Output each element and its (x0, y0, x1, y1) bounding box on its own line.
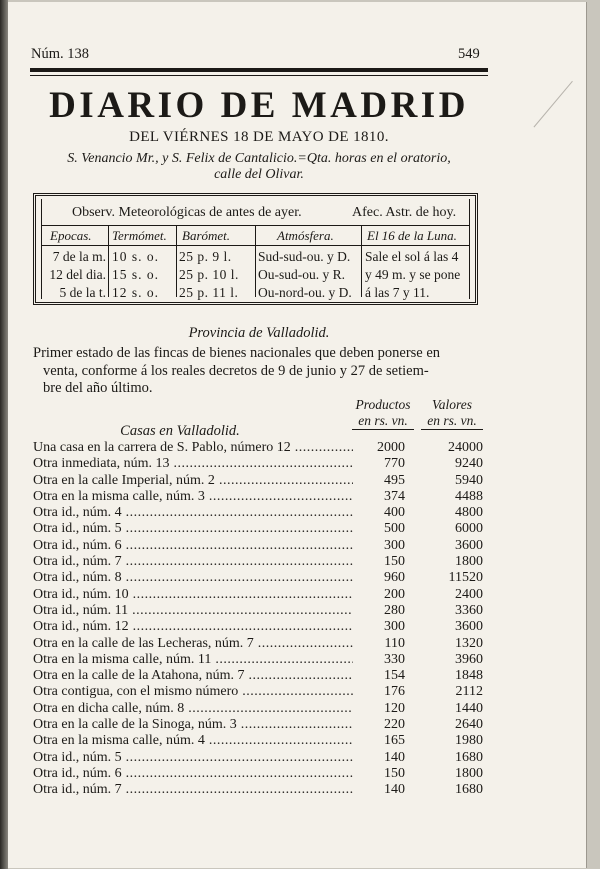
property-valor: 3600 (455, 537, 483, 553)
property-valor: 5940 (455, 472, 483, 488)
property-description: Otra id., núm. 7 ..... (33, 554, 353, 570)
meteo-barometro: 25 p. 9 l. (179, 249, 232, 264)
col-head-atmosfera: Atmósfera. (277, 228, 334, 243)
property-valor: 4800 (455, 505, 483, 521)
paper-mark (534, 81, 600, 153)
property-valor: 1980 (455, 733, 483, 749)
dateline: DEL VIÉRNES 18 DE MAYO DE 1810. (129, 129, 389, 145)
property-description: Otra id., núm. 11 ..... (33, 603, 353, 619)
meteo-epoca: 7 de la m. (52, 249, 106, 264)
newspaper-title: DIARIO DE MADRID (49, 85, 469, 126)
meteo-inner-frame (41, 199, 470, 299)
property-valor: 3360 (455, 602, 483, 618)
meteo-termometro: 12 s. o. (112, 285, 160, 300)
meteo-luna: Sale el sol á las 4 (365, 249, 459, 264)
property-description: Otra id., núm. 8 ..... (33, 570, 353, 586)
property-description: Otra en la calle de la Sinoga, núm. 3 ..... (33, 717, 353, 733)
table-row (33, 717, 493, 733)
property-valor: 6000 (455, 521, 483, 537)
meteo-atmosfera: Sud-sud-ou. y D. (258, 249, 351, 264)
property-productos: 400 (384, 505, 405, 521)
property-description: Otra en la misma calle, núm. 11 ..... (33, 652, 353, 668)
property-productos: 330 (384, 651, 405, 667)
table-row (33, 782, 493, 798)
header-rule-thin (30, 75, 488, 76)
table-row (33, 652, 493, 668)
property-productos: 154 (384, 668, 405, 684)
table-row (33, 505, 493, 521)
col-head-luna: El 16 de la Luna. (367, 228, 457, 243)
property-description: Una casa en la carrera de S. Pablo, número 12 ..... (33, 440, 353, 456)
property-productos: 374 (384, 488, 405, 504)
intro-line: bre del año último. (43, 380, 153, 396)
property-description: Otra en la calle Imperial, núm. 2 ..... (33, 473, 353, 489)
property-description: Otra en la misma calle, núm. 4 ..... (33, 733, 353, 749)
table-row (33, 668, 493, 684)
property-productos: 2000 (377, 440, 405, 455)
col-head-termometro: Termómet. (112, 228, 167, 243)
property-productos: 176 (384, 684, 405, 700)
property-description: Otra contigua, con el mismo número ..... (33, 684, 353, 700)
table-row (33, 619, 493, 635)
property-productos: 150 (384, 554, 405, 570)
table-row (33, 636, 493, 652)
property-productos: 120 (384, 700, 405, 716)
property-valor: 24000 (448, 440, 483, 455)
intro-line: venta, conforme á los reales decretos de 9 de junio y 27 de setiem- (43, 362, 429, 379)
subsection-heading-casas: Casas en Valladolid. (120, 423, 240, 439)
meteo-termometro: 10 s. o. (112, 249, 160, 264)
property-productos: 150 (384, 765, 405, 781)
table-row (33, 473, 493, 489)
property-valor: 1800 (455, 554, 483, 570)
property-productos: 140 (384, 749, 405, 765)
property-productos: 500 (384, 521, 405, 537)
table-row (33, 733, 493, 749)
property-description: Otra en la misma calle, núm. 3 ..... (33, 489, 353, 505)
property-description: Otra inmediata, núm. 13 ..... (33, 456, 353, 472)
col-head-barometro: Barómet. (182, 228, 231, 243)
property-valor: 2400 (455, 586, 483, 602)
property-description: Otra id., núm. 5 ..... (33, 750, 353, 766)
property-productos: 300 (384, 619, 405, 635)
property-description: Otra en la calle de la Atahona, núm. 7 ..... (33, 668, 353, 684)
table-row (33, 440, 493, 456)
meteo-observations-label: Observ. Meteorológicas de antes de ayer. (72, 205, 302, 220)
property-valor: 1680 (455, 782, 483, 798)
property-description: Otra en la calle de las Lecheras, núm. 7 ..... (33, 636, 353, 652)
col-head-productos-unit: en rs. vn. (352, 413, 414, 430)
table-row (33, 603, 493, 619)
meteo-astro-label: Afec. Astr. de hoy. (352, 205, 457, 220)
property-valor: 2112 (455, 684, 483, 700)
property-productos: 200 (384, 586, 405, 602)
property-productos: 300 (384, 537, 405, 553)
meteo-luna: y 49 m. y se pone (365, 267, 461, 282)
property-description: Otra id., núm. 12 ..... (33, 619, 353, 635)
table-row (33, 456, 493, 472)
property-valor: 11520 (448, 570, 483, 586)
issue-number: Núm. 138 (31, 46, 89, 62)
meteo-atmosfera: Ou-nord-ou. y D. (258, 285, 352, 300)
page-number: 549 (458, 46, 480, 62)
saints-line-1: S. Venancio Mr., y S. Felix de Cantalicio.=Qta. horas en el oratorio, (67, 151, 451, 166)
header-rule-thick (30, 68, 488, 72)
property-description: Otra id., núm. 6 ..... (33, 766, 353, 782)
property-valor: 1680 (455, 749, 483, 765)
property-valor: 1800 (455, 765, 483, 781)
intro-paragraph (33, 345, 485, 398)
table-row (33, 521, 493, 537)
table-row (33, 570, 493, 586)
property-productos: 960 (384, 570, 405, 586)
property-valor: 9240 (455, 456, 483, 472)
property-description: Otra id., núm. 5 ..... (33, 521, 353, 537)
property-valor: 2640 (455, 717, 483, 733)
table-row (33, 684, 493, 700)
property-description: Otra en dicha calle, núm. 8 ..... (33, 701, 353, 717)
table-row (33, 750, 493, 766)
property-valor: 3960 (455, 651, 483, 667)
meteo-barometro: 25 p. 10 l. (179, 267, 239, 282)
table-row (33, 489, 493, 505)
book-spine-shadow (0, 0, 8, 869)
meteorological-table (33, 193, 478, 305)
property-description: Otra id., núm. 7 ..... (33, 782, 353, 798)
meteo-luna: á las 7 y 11. (365, 285, 430, 300)
col-head-valores-unit: en rs. vn. (421, 413, 483, 430)
meteo-row (42, 285, 469, 303)
section-heading-provincia: Provincia de Valladolid. (188, 325, 330, 341)
meteo-epoca: 12 del dia. (49, 267, 106, 282)
property-productos: 140 (384, 782, 405, 798)
intro-line: Primer estado de las fincas de bienes nacionales que deben ponerse en (33, 345, 441, 361)
property-productos: 220 (384, 717, 405, 733)
property-valor: 1848 (455, 668, 483, 684)
property-valor: 3600 (455, 619, 483, 635)
meteo-termometro: 15 s. o. (112, 267, 160, 282)
meteo-barometro: 25 p. 11 l. (179, 285, 239, 300)
table-row (33, 554, 493, 570)
col-head-valores: Valores (432, 397, 472, 412)
col-head-epocas: Epocas. (50, 228, 92, 243)
meteo-row (42, 249, 469, 267)
meteo-epoca: 5 de la t. (59, 285, 106, 300)
property-valor: 4488 (455, 488, 483, 504)
table-row (33, 701, 493, 717)
property-productos: 280 (384, 602, 405, 618)
col-head-productos: Productos (355, 397, 411, 412)
property-description: Otra id., núm. 10 ..... (33, 587, 353, 603)
property-list (33, 440, 493, 799)
property-description: Otra id., núm. 4 ..... (33, 505, 353, 521)
meteo-title-row (42, 203, 469, 226)
property-productos: 770 (384, 456, 405, 472)
meteo-row (42, 267, 469, 285)
property-description: Otra id., núm. 6 ..... (33, 538, 353, 554)
property-productos: 165 (384, 733, 405, 749)
table-row (33, 538, 493, 554)
table-row (33, 766, 493, 782)
property-valor: 1320 (455, 635, 483, 651)
table-row (33, 587, 493, 603)
meteo-atmosfera: Ou-sud-ou. y R. (258, 267, 345, 282)
property-productos: 495 (384, 472, 405, 488)
property-valor: 1440 (455, 700, 483, 716)
saints-line-2: calle del Olivar. (214, 167, 304, 182)
property-productos: 110 (384, 635, 405, 651)
